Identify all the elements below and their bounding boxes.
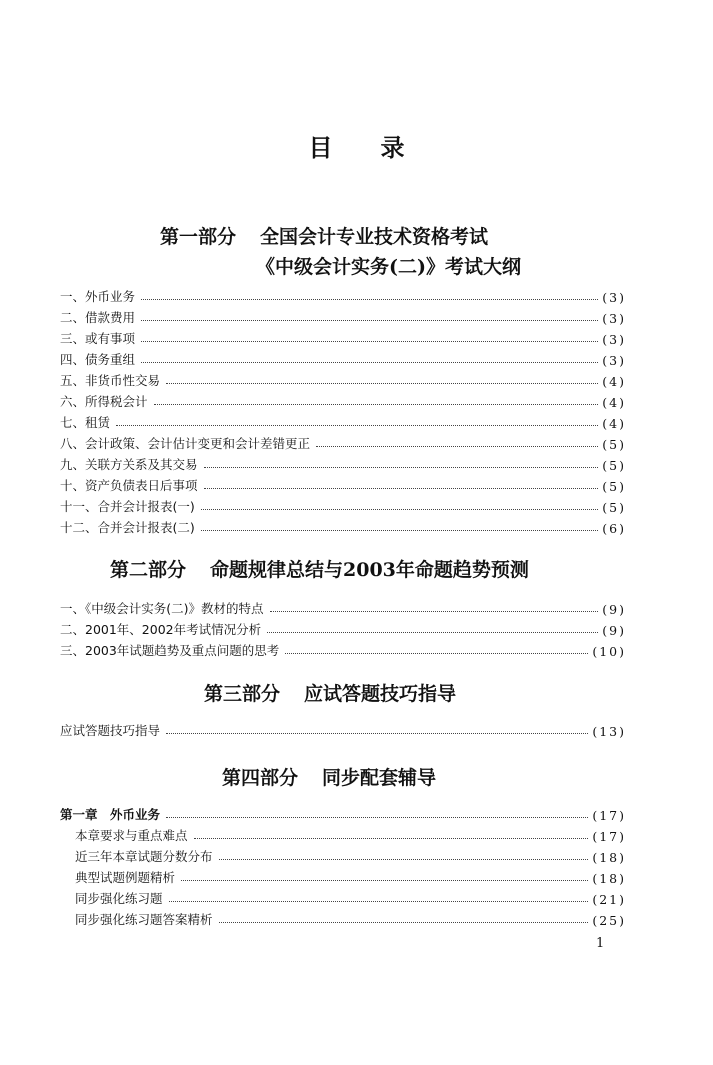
dot-leader [181,880,588,881]
toc-entry[interactable] [60,431,626,452]
toc-entry-page: (25) [592,913,626,928]
toc-entry-text: 四、债务重组 [60,352,136,367]
toc-entry-text: 典型试题例题精析 [75,870,176,885]
toc-entry-text: 十、资产负债表日后事项 [60,478,198,493]
part-1-heading [160,222,488,249]
toc-entry[interactable] [60,389,626,410]
dot-leader [201,509,599,510]
toc-entry-page: (18) [592,850,626,865]
part-3-heading [204,679,456,706]
toc-entry[interactable] [60,368,626,389]
part-2-label: 第二部分 [110,559,187,581]
part-3-label: 第三部分 [204,683,281,705]
toc-entry-text: 近三年本章试题分数分布 [75,849,213,864]
part-2-heading [110,555,529,582]
dot-leader [219,859,589,860]
toc-entry-page: (5) [602,437,626,452]
toc-entry-page: (5) [602,500,626,515]
page-title [0,128,713,163]
dot-leader [285,653,588,654]
toc-entry[interactable] [60,452,626,473]
dot-leader [169,901,589,902]
part-4-heading [222,763,436,790]
toc-entry[interactable] [60,347,626,368]
toc-entry-text: 八、会计政策、会计估计变更和会计差错更正 [60,436,311,451]
toc-entry-text: 二、2001年、2002年考试情况分析 [60,622,262,637]
title-char-2: 录 [380,134,405,162]
toc-entry-page: (5) [602,458,626,473]
part-4-title: 同步配套辅导 [322,767,437,789]
toc-entry-text: 六、所得税会计 [60,394,148,409]
part-1-title-line2: 《中级会计实务(二)》考试大纲 [256,256,521,278]
toc-entry-page: (17) [592,808,626,823]
toc-entry[interactable] [60,494,626,515]
part-2-title: 命题规律总结与2003年命题趋势预测 [210,559,529,581]
toc-entry-text: 一、外币业务 [60,289,136,304]
toc-part-3 [60,718,626,739]
page-number: 1 [596,936,605,951]
dot-leader [141,341,598,342]
toc-entry-text: 七、租赁 [60,415,111,430]
title-char-1: 目 [308,134,333,162]
toc-entry-page: (10) [592,644,626,659]
toc-entry-text: 一、《中级会计实务(二)》教材的特点 [60,601,264,616]
part-1-label: 第一部分 [160,226,237,248]
toc-entry-text: 五、非货币性交易 [60,373,161,388]
dot-leader [194,838,589,839]
toc-entry-text: 三、2003年试题趋势及重点问题的思考 [60,643,280,658]
toc-part-2 [60,596,626,659]
dot-leader [166,733,588,734]
toc-entry[interactable] [60,596,626,617]
toc-entry-page: (13) [592,724,626,739]
toc-entry-page: (3) [602,332,626,347]
toc-entry-page: (3) [602,311,626,326]
toc-entry[interactable] [60,718,626,739]
toc-entry-text: 十二、合并会计报表(二) [60,520,195,535]
toc-entry-page: (17) [592,829,626,844]
toc-entry[interactable] [60,473,626,494]
part-3-title: 应试答题技巧指导 [304,683,457,705]
toc-entry-text: 本章要求与重点难点 [75,828,188,843]
dot-leader [204,488,599,489]
dot-leader [204,467,599,468]
part-1-title-line1: 全国会计专业技术资格考试 [260,226,489,248]
toc-entry-page: (18) [592,871,626,886]
dot-leader [270,611,599,612]
toc-entry[interactable] [60,638,626,659]
dot-leader [141,299,598,300]
toc-entry[interactable] [60,865,626,886]
dot-leader [166,383,598,384]
toc-entry-page: (9) [602,623,626,638]
toc-entry[interactable] [60,326,626,347]
toc-entry[interactable] [60,284,626,305]
toc-entry-page: (3) [602,290,626,305]
toc-entry-text: 二、借款费用 [60,310,136,325]
toc-entry-page: (9) [602,602,626,617]
part-4-label: 第四部分 [222,767,299,789]
dot-leader [201,530,599,531]
toc-entry[interactable] [60,515,626,536]
toc-entry-page: (4) [602,374,626,389]
toc-part-4 [60,802,626,928]
toc-entry-text: 同步强化练习题 [75,891,163,906]
dot-leader [267,632,598,633]
dot-leader [154,404,599,405]
toc-entry-page: (4) [602,416,626,431]
toc-entry[interactable] [60,823,626,844]
toc-entry-page: (4) [602,395,626,410]
toc-entry[interactable] [60,305,626,326]
dot-leader [166,817,588,818]
toc-entry-page: (5) [602,479,626,494]
toc-entry-page: (3) [602,353,626,368]
toc-entry-page: (21) [592,892,626,907]
dot-leader [141,320,598,321]
part-1-heading-line2 [256,252,521,279]
toc-entry-text: 同步强化练习题答案精析 [75,912,213,927]
dot-leader [316,446,598,447]
toc-part-1 [60,284,626,536]
toc-entry[interactable] [60,410,626,431]
toc-entry[interactable] [60,617,626,638]
toc-entry[interactable] [60,907,626,928]
dot-leader [116,425,598,426]
toc-entry-text: 第一章 外币业务 [60,807,161,822]
toc-chapter-entry[interactable] [60,802,626,823]
toc-entry[interactable] [60,844,626,865]
toc-entry-text: 十一、合并会计报表(一) [60,499,195,514]
toc-entry[interactable] [60,886,626,907]
toc-entry-text: 九、关联方关系及其交易 [60,457,198,472]
dot-leader [141,362,598,363]
toc-entry-page: (6) [602,521,626,536]
toc-entry-text: 三、或有事项 [60,331,136,346]
toc-entry-text: 应试答题技巧指导 [60,723,161,738]
dot-leader [219,922,589,923]
